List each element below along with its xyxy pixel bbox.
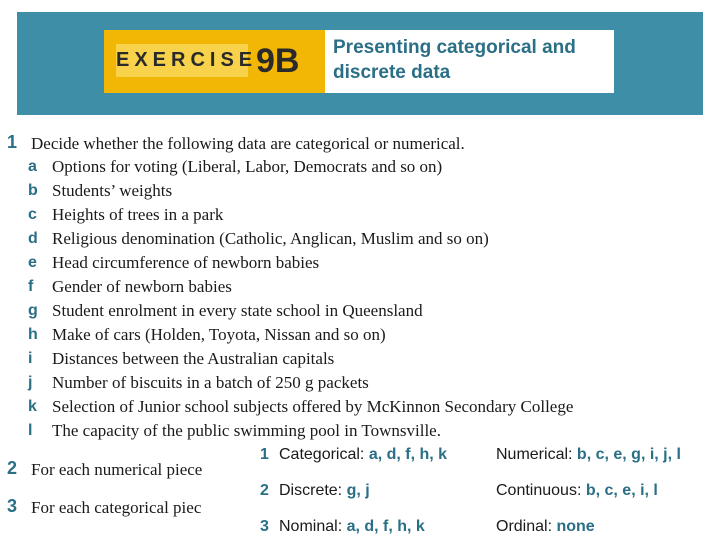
item-text-g: Student enrolment in every state school in Queensland xyxy=(52,301,423,320)
answer-2-left-value: g, j xyxy=(346,482,370,499)
question-2-number: 2 xyxy=(7,458,18,478)
item-text-e: Head circumference of newborn babies xyxy=(52,253,320,272)
answer-1-right xyxy=(496,446,681,464)
answer-2-right-label: Continuous: xyxy=(496,482,582,499)
answer-3-left-label: Nominal: xyxy=(279,518,343,535)
answer-1-left-value: a, d, f, h, k xyxy=(368,446,448,463)
item-letter-h: h xyxy=(28,326,38,343)
item-letter-a: a xyxy=(28,158,37,175)
item-text-j: Number of biscuits in a batch of 250 g packets xyxy=(52,373,369,392)
item-text-i: Distances between the Australian capitals xyxy=(52,349,335,368)
item-letter-c: c xyxy=(28,206,37,223)
question-2-text: For each numerical piece xyxy=(31,460,203,479)
answer-2-left xyxy=(279,482,370,500)
question-3-number: 3 xyxy=(7,496,18,516)
answer-3-right xyxy=(496,518,595,536)
item-letter-l: l xyxy=(28,422,33,439)
item-text-l: The capacity of the public swimming pool in Townsville. xyxy=(52,421,441,440)
answer-3-right-value: none xyxy=(556,518,595,535)
item-text-d: Religious denomination (Catholic, Anglican, Muslim and so on) xyxy=(52,229,489,248)
exercise-word: EXERCISE xyxy=(116,44,248,77)
item-text-f: Gender of newborn babies xyxy=(52,277,232,296)
question-1-text: Decide whether the following data are categorical or numerical. xyxy=(31,134,465,153)
answer-2-right-value: b, c, e, i, l xyxy=(585,482,658,499)
answer-2-number: 2 xyxy=(260,482,269,499)
item-text-a: Options for voting (Liberal, Labor, Democrats and so on) xyxy=(52,157,443,176)
question-1-number: 1 xyxy=(7,132,18,152)
answer-2-left-label: Discrete: xyxy=(279,482,343,499)
answer-3-number: 3 xyxy=(260,518,269,535)
item-letter-k: k xyxy=(28,398,37,415)
item-letter-d: d xyxy=(28,230,38,247)
item-letter-i: i xyxy=(28,350,33,367)
item-letter-e: e xyxy=(28,254,37,271)
item-letter-j: j xyxy=(28,374,33,391)
item-text-h: Make of cars (Holden, Toyota, Nissan and so on) xyxy=(52,325,386,344)
item-text-k: Selection of Junior school subjects offered by McKinnon Secondary College xyxy=(52,397,574,416)
answer-3-left-value: a, d, f, h, k xyxy=(346,518,425,535)
answer-1-right-value: b, c, e, g, i, j, l xyxy=(576,446,681,463)
exercise-title: Presenting categorical and discrete data xyxy=(333,37,576,83)
answer-1-number: 1 xyxy=(260,446,269,463)
answer-1-left xyxy=(279,446,447,464)
question-3-text: For each categorical piec xyxy=(31,498,202,517)
answer-1-left-label: Categorical: xyxy=(279,446,365,463)
answer-2-right xyxy=(496,482,658,500)
item-letter-f: f xyxy=(28,278,34,295)
answer-1-right-label: Numerical: xyxy=(496,446,573,463)
item-letter-g: g xyxy=(28,302,38,319)
item-text-c: Heights of trees in a park xyxy=(52,205,224,224)
answer-3-right-label: Ordinal: xyxy=(496,518,553,535)
item-text-b: Students’ weights xyxy=(52,181,173,200)
item-letter-b: b xyxy=(28,182,38,199)
answer-3-left xyxy=(279,518,425,536)
exercise-number: 9B xyxy=(256,42,300,80)
